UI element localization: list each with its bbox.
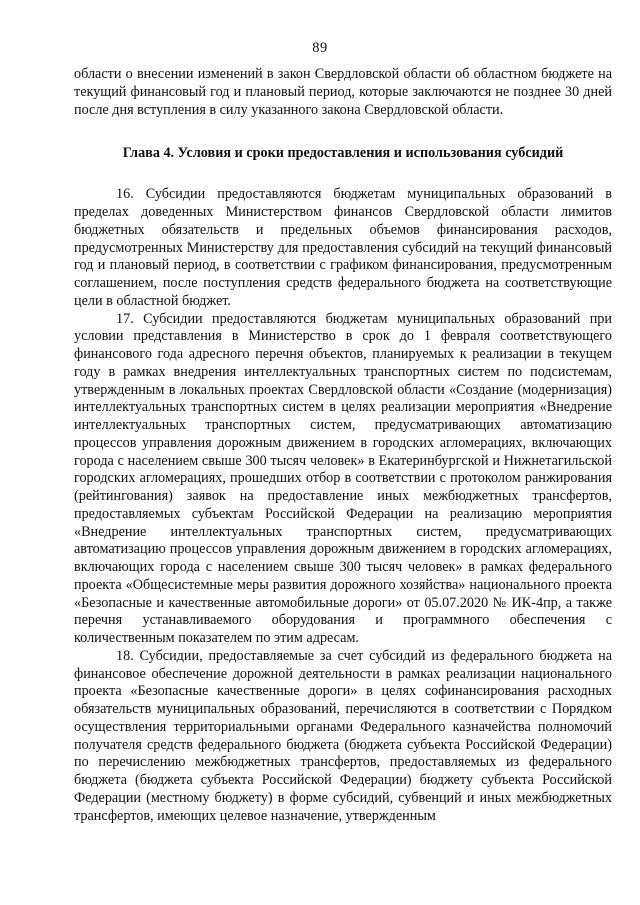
page-number: 89 — [312, 40, 328, 56]
document-body — [74, 66, 612, 825]
paragraph-18: 18. Субсидии, предоставляемые за счет субсидий из федерального бюджета на финансовое обеспечение дорожной деятельности в рамках реализации национального проекта «Безопасные качественные дороги» в целях софинансирования расходных обязательств муниципальных образований, перечисляются в соответствии с Порядком осуществления территориальными органами Федерального казначейства полномочий получателя средств федерального бюджета (бюджета субъекта Российской Федерации) по перечислению межбюджетных трансфертов, предоставляемых из федерального бюджета (бюджета субъекта Российской Федерации) бюджету субъекта Российской Федерации (местному бюджету) в форме субсидий, субвенций и иных межбюджетных трансфертов, имеющих целевое назначение, утвержденным — [74, 647, 612, 824]
paragraph-17: 17. Субсидии предоставляются бюджетам муниципальных образований при условии представления в Министерство в срок до 1 февраля соответствующего финансового года адресного перечня объектов, планируемых к реализации в текущем году в рамках внедрения интеллектуальных транспортных систем по подсистемам, утвержденным в локальных проектах Свердловской области «Создание (модернизация) интеллектуальных транспортных систем в целях реализации мероприятия «Внедрение интеллектуальных транспортных систем, предусматривающих автоматизацию процессов управления дорожным движением в городских агломерациях, включающих города с населением свыше 300 тысяч человек» в Екатеринбургской и Нижнетагильской городских агломерациях, прошедших отбор в соответствии с протоколом ранжирования (рейтингования) заявок на предоставление иных межбюджетных трансфертов, предоставляемых субъектам Российской Федерации на реализацию мероприятия «Внедрение интеллектуальных транспортных систем, предусматривающих автоматизацию процессов управления дорожным движением в городских агломерациях, включающих города с населением свыше 300 тысяч человек» в рамках федерального проекта «Общесистемные меры развития дорожного хозяйства» национального проекта «Безопасные и качественные автомобильные дороги» от 05.07.2020 № ИК-4пр, а также перечня устанавливаемого оборудования и программного обеспечения с количественным показателем по этим адресам. — [74, 310, 612, 646]
paragraph-intro: области о внесении изменений в закон Свердловской области об областном бюджете на текущий финансовый год и плановый период, которые заключаются не позднее 30 дней после дня вступления в силу указанного закона Свердловской области. — [74, 66, 612, 118]
chapter-heading: Глава 4. Условия и сроки предоставления и использования субсидий — [122, 145, 564, 162]
paragraph-16: 16. Субсидии предоставляются бюджетам муниципальных образований в пределах доведенных Министерством финансов Свердловской области лимитов бюджетных обязательств и предельных объемов финансирования расходов, предусмотренных Министерству для предоставления субсидий на текущий финансовый год и плановый период, в соответствии с графиком финансирования, предусмотренным соглашением, после поступления средств федерального бюджета на соответствующие цели в областной бюджет. — [74, 186, 612, 309]
